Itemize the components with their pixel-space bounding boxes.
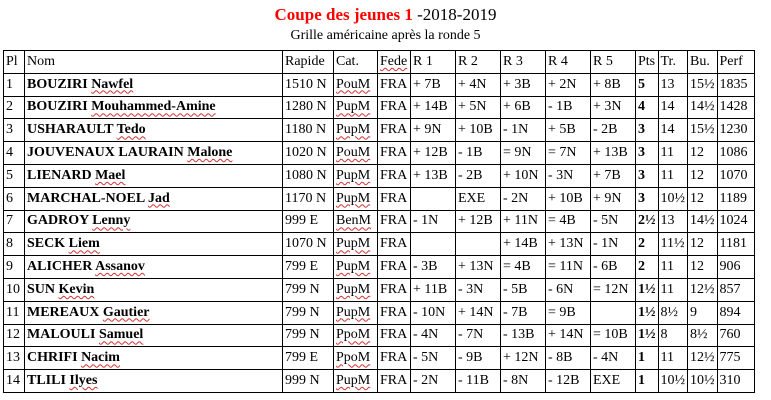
cell-rapide: 1180 N (283, 119, 334, 142)
cell-round-r2: EXE (456, 187, 501, 210)
cell-tiebreak-tr: 10½ (658, 187, 688, 210)
cell-round-r1: + 9N (411, 119, 456, 142)
cell-tiebreak-tr: 11 (658, 164, 688, 187)
player-last-name: Mael (95, 167, 126, 183)
cell-round-r2: - 1B (456, 142, 501, 165)
player-first-name: BOUZIRI (27, 76, 88, 92)
col-header-cat: Cat. (334, 51, 378, 74)
cell-place: 10 (4, 278, 25, 301)
cell-buchholz: 10½ (688, 370, 718, 393)
cell-rapide: 999 N (283, 370, 334, 393)
cell-round-r5: + 13B (591, 142, 636, 165)
player-first-name: TLILI (27, 373, 66, 389)
cell-round-r5: EXE (591, 370, 636, 393)
cell-place: 12 (4, 324, 25, 347)
cell-performance: 1189 (717, 187, 754, 210)
player-last-name: Jad (147, 190, 170, 206)
cell-points: 2 (636, 233, 659, 256)
cell-rapide: 1070 N (283, 233, 334, 256)
cell-place: 9 (4, 256, 25, 279)
cell-tiebreak-tr: 14 (658, 119, 688, 142)
cell-round-r3: - 2N (501, 187, 546, 210)
col-header-r1: R 1 (411, 51, 456, 74)
cell-points: 4 (636, 96, 659, 119)
cell-name (25, 256, 283, 279)
cell-round-r5: - 2B (591, 119, 636, 142)
player-last-name: Samuel (98, 327, 144, 343)
table-row (4, 256, 755, 279)
cell-place: 14 (4, 370, 25, 393)
cell-performance: 1428 (717, 96, 754, 119)
cell-category: PupM (334, 256, 378, 279)
col-header-r2: R 2 (456, 51, 501, 74)
cell-points: 2 (636, 256, 659, 279)
cell-round-r4: = 4B (546, 210, 591, 233)
cell-round-r3: + 6B (501, 96, 546, 119)
cell-round-r2: - 9B (456, 347, 501, 370)
player-last-name: Lenny (92, 213, 131, 229)
cell-points: 1 (636, 370, 659, 393)
cell-round-r1: - 5N (411, 347, 456, 370)
cell-buchholz: 12 (688, 164, 718, 187)
cell-category: PupM (334, 301, 378, 324)
player-last-name: Mouhammed-Amine (91, 99, 216, 115)
cell-buchholz: 12 (688, 142, 718, 165)
cell-round-r5: + 7B (591, 164, 636, 187)
cell-fede: FRA (378, 187, 411, 210)
cell-rapide: 799 N (283, 324, 334, 347)
cell-rapide: 799 E (283, 347, 334, 370)
cell-rapide: 1080 N (283, 164, 334, 187)
cell-round-r4: - 3N (546, 164, 591, 187)
col-header-fede: Fede (378, 51, 411, 74)
table-row (4, 73, 755, 96)
cell-fede: FRA (378, 142, 411, 165)
cell-place: 5 (4, 164, 25, 187)
cell-performance: 1024 (717, 210, 754, 233)
cell-points: 1½ (636, 324, 659, 347)
cell-rapide: 1280 N (283, 96, 334, 119)
cell-category: PupM (334, 278, 378, 301)
cell-tiebreak-tr: 8 (658, 324, 688, 347)
table-row (4, 347, 755, 370)
cell-name (25, 142, 283, 165)
player-last-name: Malone (187, 145, 233, 161)
cell-category: PupM (334, 96, 378, 119)
cell-round-r1: + 7B (411, 73, 456, 96)
cell-name (25, 301, 283, 324)
cell-fede: FRA (378, 210, 411, 233)
player-last-name: Kevin (58, 281, 95, 297)
cell-tiebreak-tr: 11½ (658, 233, 688, 256)
document-subtitle: Grille américaine après la ronde 5 (290, 28, 481, 43)
cell-points: 1½ (636, 301, 659, 324)
cell-performance: 894 (717, 301, 754, 324)
cell-buchholz: 9 (688, 301, 718, 324)
cell-round-r3: = 9N (501, 142, 546, 165)
player-last-name: Nacim (81, 350, 120, 366)
cell-rapide: 799 N (283, 301, 334, 324)
col-header-r4: R 4 (546, 51, 591, 74)
cell-round-r3: - 5B (501, 278, 546, 301)
player-first-name: LIENARD (27, 167, 92, 183)
cell-round-r5: - 1N (591, 233, 636, 256)
cell-round-r2: - 2B (456, 164, 501, 187)
col-header-r3: R 3 (501, 51, 546, 74)
cell-points: 3 (636, 164, 659, 187)
cell-round-r2: - 3N (456, 278, 501, 301)
cell-points: 1 (636, 347, 659, 370)
cell-performance: 1181 (717, 233, 754, 256)
cell-category: PupM (334, 187, 378, 210)
cell-buchholz: 12 (688, 187, 718, 210)
cell-buchholz: 12½ (688, 347, 718, 370)
cell-buchholz: 12 (688, 256, 718, 279)
cell-round-r2: + 13N (456, 256, 501, 279)
cell-rapide: 1170 N (283, 187, 334, 210)
player-last-name: Nawfel (91, 76, 134, 92)
cell-name (25, 119, 283, 142)
cell-round-r2: - 11B (456, 370, 501, 393)
cell-place: 3 (4, 119, 25, 142)
cell-performance: 1070 (717, 164, 754, 187)
cell-tiebreak-tr: 11 (658, 256, 688, 279)
table-row (4, 164, 755, 187)
cell-round-r5: - 5N (591, 210, 636, 233)
col-header-r5: R 5 (591, 51, 636, 74)
cell-round-r4: - 6N (546, 278, 591, 301)
cell-place: 7 (4, 210, 25, 233)
cell-tiebreak-tr: 8½ (658, 301, 688, 324)
col-header-nom: Nom (25, 51, 283, 74)
cell-round-r2: + 14N (456, 301, 501, 324)
cell-round-r5: = 10B (591, 324, 636, 347)
col-header-perf: Perf (717, 51, 754, 74)
cell-round-r2: + 5N (456, 96, 501, 119)
player-first-name: CHRIFI (27, 350, 78, 366)
player-first-name: USHARAULT (27, 122, 114, 138)
cell-round-r1: + 13B (411, 164, 456, 187)
cell-buchholz: 12 (688, 233, 718, 256)
table-row (4, 142, 755, 165)
cell-points: 5 (636, 73, 659, 96)
cell-performance: 760 (717, 324, 754, 347)
col-header-rapide: Rapide (283, 51, 334, 74)
cell-buchholz: 14½ (688, 96, 718, 119)
table-header-row (4, 51, 755, 74)
cell-round-r5 (591, 301, 636, 324)
cell-name (25, 278, 283, 301)
cell-tiebreak-tr: 11 (658, 142, 688, 165)
cell-performance: 1086 (717, 142, 754, 165)
cell-round-r3: + 11N (501, 210, 546, 233)
cell-round-r4: + 5B (546, 119, 591, 142)
cell-round-r5: + 9N (591, 187, 636, 210)
cell-round-r4: = 7N (546, 142, 591, 165)
cell-buchholz: 15½ (688, 119, 718, 142)
cell-fede: FRA (378, 256, 411, 279)
cell-round-r5: + 8B (591, 73, 636, 96)
cell-round-r4: = 9B (546, 301, 591, 324)
cell-place: 6 (4, 187, 25, 210)
cell-round-r1: + 12B (411, 142, 456, 165)
cell-name (25, 164, 283, 187)
player-first-name: SUN (27, 281, 56, 297)
cell-round-r3: + 14B (501, 233, 546, 256)
cell-round-r4: - 8B (546, 347, 591, 370)
table-row (4, 324, 755, 347)
cell-performance: 1835 (717, 73, 754, 96)
player-first-name: ALICHER (27, 259, 93, 275)
cell-fede: FRA (378, 301, 411, 324)
player-first-name: MEREAUX (27, 304, 100, 320)
player-first-name: MARCHAL-NOEL (27, 190, 145, 206)
player-last-name: Liem (68, 236, 100, 252)
cell-category: PupM (334, 164, 378, 187)
cell-tiebreak-tr: 13 (658, 210, 688, 233)
cell-round-r3: = 4B (501, 256, 546, 279)
cell-category: PouM (334, 73, 378, 96)
cell-name (25, 347, 283, 370)
cell-round-r3: - 7B (501, 301, 546, 324)
cell-fede: FRA (378, 96, 411, 119)
cell-round-r1: - 10N (411, 301, 456, 324)
player-first-name: MALOULI (27, 327, 96, 343)
table-row (4, 210, 755, 233)
cell-tiebreak-tr: 11 (658, 278, 688, 301)
cell-name (25, 324, 283, 347)
table-row (4, 278, 755, 301)
cell-round-r2: + 12B (456, 210, 501, 233)
cell-round-r3: - 13B (501, 324, 546, 347)
col-header-pl: Pl (4, 51, 25, 74)
cell-round-r1: - 3B (411, 256, 456, 279)
cell-buchholz: 14½ (688, 210, 718, 233)
cell-points: 1½ (636, 278, 659, 301)
player-last-name: Ilyes (69, 373, 98, 389)
cell-category: PouM (334, 142, 378, 165)
cell-fede: FRA (378, 233, 411, 256)
cell-category: PpoM (334, 324, 378, 347)
table-row (4, 370, 755, 393)
cell-round-r3: + 10N (501, 164, 546, 187)
cell-round-r1: + 11B (411, 278, 456, 301)
player-last-name: Tedo (116, 122, 146, 138)
cell-round-r1: - 1N (411, 210, 456, 233)
cell-place: 11 (4, 301, 25, 324)
cell-name (25, 370, 283, 393)
cell-round-r4: = 11N (546, 256, 591, 279)
cell-round-r4: - 12B (546, 370, 591, 393)
table-row (4, 96, 755, 119)
cell-round-r5: - 6B (591, 256, 636, 279)
cell-place: 4 (4, 142, 25, 165)
cell-performance: 857 (717, 278, 754, 301)
table-row (4, 233, 755, 256)
cell-name (25, 233, 283, 256)
player-first-name: GADROY (27, 213, 89, 229)
col-header-tr: Tr. (658, 51, 688, 74)
cell-round-r1 (411, 187, 456, 210)
cell-round-r2: + 4N (456, 73, 501, 96)
cell-fede: FRA (378, 370, 411, 393)
cell-rapide: 999 E (283, 210, 334, 233)
title-season: -2018-2019 (417, 5, 497, 24)
cell-round-r3: + 3B (501, 73, 546, 96)
cell-rapide: 799 N (283, 278, 334, 301)
player-last-name: Gautier (102, 304, 150, 320)
cell-rapide: 1510 N (283, 73, 334, 96)
cell-tiebreak-tr: 11 (658, 347, 688, 370)
cell-fede: FRA (378, 73, 411, 96)
cell-round-r1: + 14B (411, 96, 456, 119)
cell-points: 3 (636, 142, 659, 165)
cell-round-r2 (456, 233, 501, 256)
cell-tiebreak-tr: 13 (658, 73, 688, 96)
cell-round-r5: = 12N (591, 278, 636, 301)
cell-round-r3: - 1N (501, 119, 546, 142)
cell-tiebreak-tr: 14 (658, 96, 688, 119)
cell-category: PpoM (334, 347, 378, 370)
cell-points: 3 (636, 119, 659, 142)
cell-performance: 906 (717, 256, 754, 279)
cell-performance: 310 (717, 370, 754, 393)
player-first-name: JOUVENAUX LAURAIN (27, 145, 184, 161)
cell-place: 8 (4, 233, 25, 256)
player-first-name: BOUZIRI (27, 99, 88, 115)
cell-round-r4: + 2N (546, 73, 591, 96)
cell-place: 13 (4, 347, 25, 370)
title-main: Coupe des jeunes 1 (274, 5, 413, 24)
cell-points: 2½ (636, 210, 659, 233)
cell-round-r3: - 8N (501, 370, 546, 393)
cell-fede: FRA (378, 278, 411, 301)
cell-name (25, 210, 283, 233)
cell-fede: FRA (378, 119, 411, 142)
cell-buchholz: 15½ (688, 73, 718, 96)
cell-rapide: 799 E (283, 256, 334, 279)
cell-fede: FRA (378, 324, 411, 347)
cell-name (25, 73, 283, 96)
cell-name (25, 96, 283, 119)
cell-points: 3 (636, 187, 659, 210)
cell-round-r2: - 7N (456, 324, 501, 347)
cell-performance: 1230 (717, 119, 754, 142)
cell-round-r2: + 10B (456, 119, 501, 142)
cell-category: PupM (334, 233, 378, 256)
col-header-bu: Bu. (688, 51, 718, 74)
cell-category: PupM (334, 370, 378, 393)
cell-round-r4: + 14N (546, 324, 591, 347)
cell-category: BenM (334, 210, 378, 233)
cell-fede: FRA (378, 164, 411, 187)
cell-buchholz: 12½ (688, 278, 718, 301)
cell-place: 1 (4, 73, 25, 96)
document-title (0, 5, 771, 25)
table-row (4, 301, 755, 324)
player-last-name: Assanov (95, 259, 145, 275)
cell-performance: 775 (717, 347, 754, 370)
player-first-name: SECK (27, 236, 66, 252)
cell-buchholz: 8½ (688, 324, 718, 347)
cell-round-r1: - 4N (411, 324, 456, 347)
cell-round-r5: + 3N (591, 96, 636, 119)
cell-category: PupM (334, 119, 378, 142)
cell-round-r1: - 2N (411, 370, 456, 393)
cell-rapide: 1020 N (283, 142, 334, 165)
cell-round-r4: + 10B (546, 187, 591, 210)
cell-tiebreak-tr: 10½ (658, 370, 688, 393)
standings-table (3, 50, 755, 393)
cell-place: 2 (4, 96, 25, 119)
cell-round-r5: - 4N (591, 347, 636, 370)
cell-round-r4: + 13N (546, 233, 591, 256)
cell-name (25, 187, 283, 210)
col-header-pts: Pts (636, 51, 659, 74)
cell-round-r1 (411, 233, 456, 256)
cell-fede: FRA (378, 347, 411, 370)
cell-round-r3: + 12N (501, 347, 546, 370)
cell-round-r4: - 1B (546, 96, 591, 119)
table-row (4, 119, 755, 142)
table-row (4, 187, 755, 210)
